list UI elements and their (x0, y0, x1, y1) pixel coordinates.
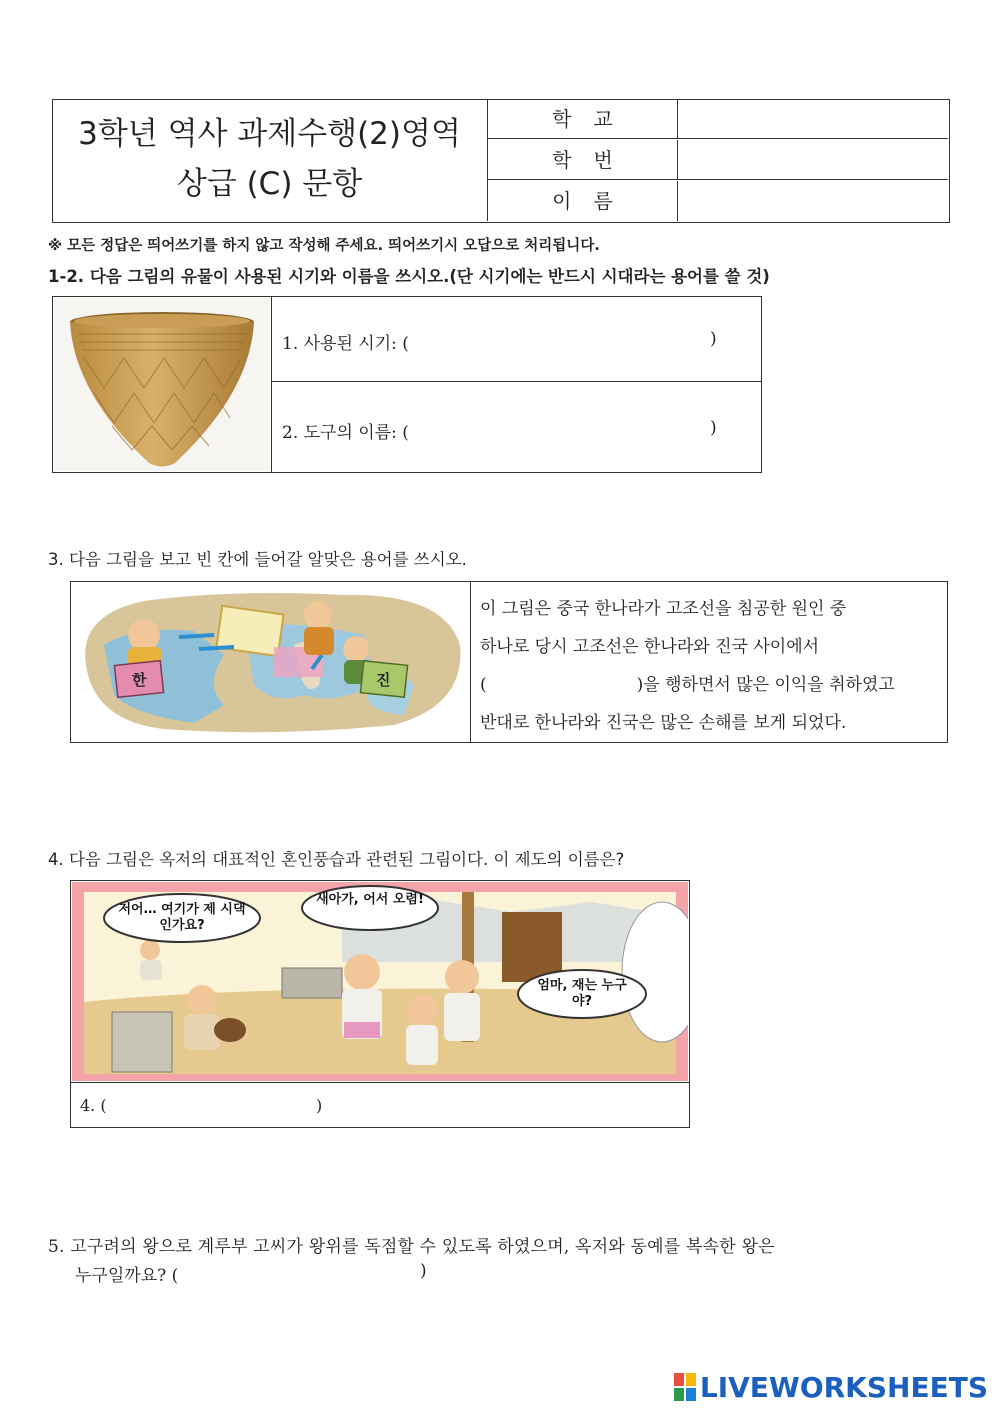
question-2-answer-input[interactable] (430, 415, 700, 443)
question-5-answer-input[interactable] (196, 1258, 418, 1286)
question-3-prompt: 3. 다음 그림을 보고 빈 칸에 들어갈 알맞은 용어를 쓰시오. (48, 550, 467, 569)
question-2-close-paren: ) (710, 418, 717, 438)
passage-line-3 (480, 666, 938, 704)
divider (70, 1082, 690, 1083)
question-1-answer-input[interactable] (430, 326, 700, 354)
passage-line-3-rest: )을 행하면서 많은 이익을 취하였고 (636, 675, 895, 695)
divider (271, 381, 762, 382)
student-number-label: 학번 (488, 140, 678, 179)
title-line-2: 상급 (C) 문항 (176, 166, 363, 202)
map-label-han: 한 (132, 671, 147, 689)
question-3-passage (480, 590, 938, 742)
question-1-2-prompt: 1-2. 다음 그림의 유물이 사용된 시기와 이름을 쓰시오.(단 시기에는 반드시 시대라는 용어를 쓸 것) (48, 267, 770, 286)
title-line-1: 3학년 역사 과제수행(2)영역 (78, 116, 461, 152)
okjeo-marriage-cartoon (72, 882, 688, 1081)
passage-line-4: 반대로 한나라와 진국은 많은 손해를 보게 되었다. (480, 713, 847, 733)
liveworksheets-mark-icon (674, 1373, 696, 1401)
divider (470, 581, 471, 743)
liveworksheets-logo (674, 1371, 988, 1404)
question-4-answer-label: 4. ( (80, 1096, 107, 1115)
map-label-jin: 진 (376, 671, 391, 689)
question-4-answer-input[interactable] (112, 1094, 312, 1120)
question-5-line-2: 누구일까요? ( (75, 1266, 179, 1286)
question-4-prompt: 4. 다음 그림은 옥저의 대표적인 혼인풍습과 관련된 그림이다. 이 제도의 이름은? (48, 850, 625, 869)
question-2-answer-label: 2. 도구의 이름: ( (282, 423, 409, 443)
name-field[interactable] (678, 182, 947, 220)
speech-bubble-bride: 저어… 여기가 제 시댁인가요? (118, 902, 246, 933)
name-label: 이름 (488, 181, 678, 221)
worksheet-title (52, 99, 488, 221)
question-5-prompt: 5. 고구려의 왕으로 계루부 고씨가 왕위를 독점할 수 있도록 하였으며, 옥저와 동예를 복속한 왕은 (48, 1237, 775, 1257)
passage-line-1: 이 그림은 중국 한나라가 고조선을 침공한 원인 중 (480, 599, 847, 619)
comb-pattern-pottery-image (54, 298, 270, 471)
school-field[interactable] (678, 100, 947, 139)
blank-open-paren: ( (480, 675, 487, 695)
question-4-close-paren: ) (316, 1096, 323, 1115)
divider (271, 296, 272, 473)
notice-text: ※ 모든 정답은 띄어쓰기를 하지 않고 작성해 주세요. 띄어쓰기시 오답으로 처리됩니다. (48, 238, 600, 254)
school-label: 학교 (488, 99, 678, 138)
speech-bubble-mother: 새아가, 어서 오렴! (316, 892, 424, 907)
question-1-close-paren: ) (710, 329, 717, 349)
speech-bubble-child: 엄마, 재는 누구야? (537, 978, 627, 1009)
trade-map-illustration (74, 585, 468, 739)
passage-line-2: 하나로 당시 고조선은 한나라와 진국 사이에서 (480, 637, 820, 657)
student-number-field[interactable] (678, 141, 947, 180)
question-1-answer-label: 1. 사용된 시기: ( (282, 334, 409, 354)
question-5-close-paren: ) (420, 1261, 427, 1281)
liveworksheets-logo-text: LIVEWORKSHEETS (699, 1371, 988, 1404)
